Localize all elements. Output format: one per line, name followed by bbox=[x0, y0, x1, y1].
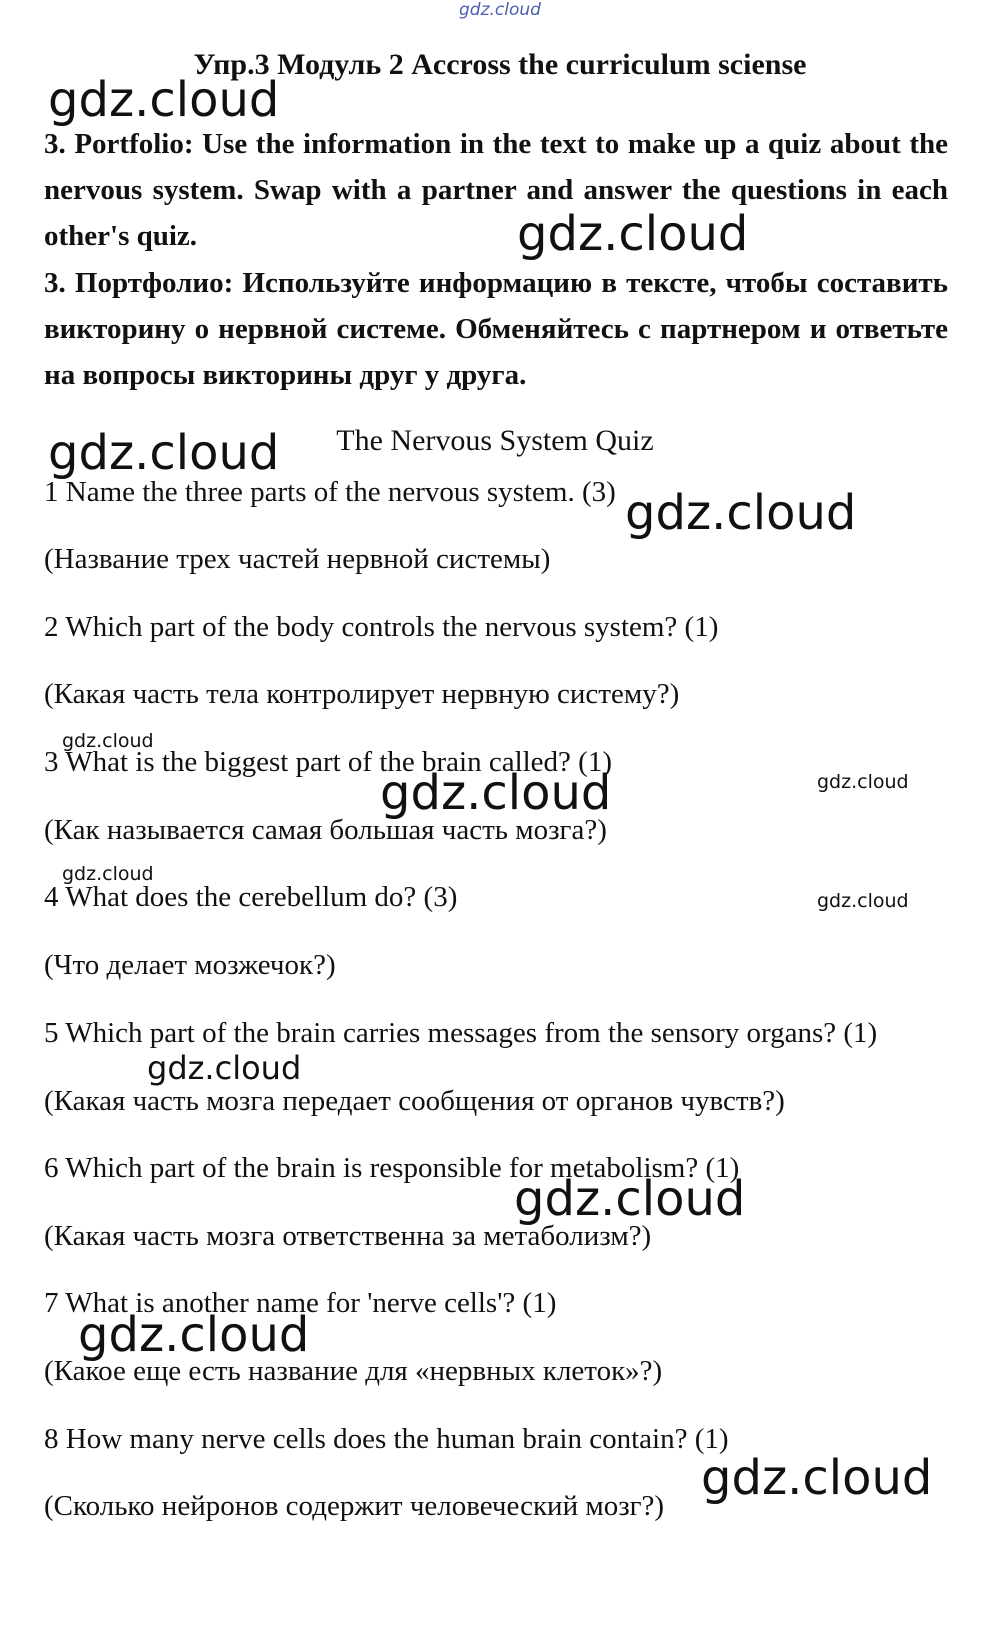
task-english: 3. Portfolio: Use the information in the text to make up a quiz about the nervous system. Swap with a partner and answer the questions in each other's quiz. bbox=[44, 128, 948, 252]
watermark: gdz.cloud bbox=[48, 425, 280, 481]
question-7-en: 7 What is another name for 'nerve cells'? (1) bbox=[44, 1287, 557, 1319]
question-8-en: 8 How many nerve cells does the human brain contain? (1) bbox=[44, 1423, 729, 1455]
watermark: gdz.cloud bbox=[625, 485, 857, 541]
watermark: gdz.cloud bbox=[817, 890, 909, 912]
question-7-ru: (Какое еще есть название для «нервных клеток»?) bbox=[44, 1355, 663, 1387]
question-2-ru: (Какая часть тела контролирует нервную систему?) bbox=[44, 678, 680, 710]
question-3-ru: (Как называется самая большая часть мозга?) bbox=[44, 814, 607, 846]
question-5-en: 5 Which part of the brain carries messages from the sensory organs? (1) bbox=[44, 1017, 878, 1049]
task-russian: 3. Портфолио: Используйте информацию в тексте, чтобы составить викторину о нервной системе. Обменяйтесь с партнером и ответьте на вопросы викторины друг у друга. bbox=[44, 267, 948, 391]
question-1-ru: (Название трех частей нервной системы) bbox=[44, 543, 551, 575]
question-1-en: 1 Name the three parts of the nervous system. (3) bbox=[44, 476, 616, 508]
watermark: gdz.cloud bbox=[78, 1307, 310, 1363]
watermark: gdz.cloud bbox=[147, 1049, 302, 1087]
top-watermark: gdz.cloud bbox=[459, 0, 541, 20]
watermark: gdz.cloud bbox=[514, 1171, 746, 1227]
question-3-en: 3 What is the biggest part of the brain called? (1) bbox=[44, 746, 612, 778]
question-5-ru: (Какая часть мозга передает сообщения от органов чувств?) bbox=[44, 1085, 785, 1117]
quiz-title: The Nervous System Quiz bbox=[336, 424, 654, 457]
question-6-ru: (Какая часть мозга ответственна за метаболизм?) bbox=[44, 1220, 652, 1252]
watermark: gdz.cloud bbox=[62, 730, 154, 752]
question-4-en: 4 What does the cerebellum do? (3) bbox=[44, 881, 458, 913]
watermark: gdz.cloud bbox=[48, 72, 280, 128]
watermark: gdz.cloud bbox=[701, 1450, 933, 1506]
question-8-ru: (Сколько нейронов содержит человеческий мозг?) bbox=[44, 1490, 665, 1522]
question-6-en: 6 Which part of the brain is responsible for metabolism? (1) bbox=[44, 1152, 740, 1184]
watermark: gdz.cloud bbox=[517, 206, 749, 262]
watermark: gdz.cloud bbox=[817, 771, 909, 793]
question-4-ru: (Что делает мозжечок?) bbox=[44, 949, 336, 981]
watermark: gdz.cloud bbox=[62, 863, 154, 885]
exercise-heading: Упр.3 Модуль 2 Accross the curriculum sciense bbox=[193, 48, 807, 81]
question-2-en: 2 Which part of the body controls the nervous system? (1) bbox=[44, 611, 719, 643]
watermark: gdz.cloud bbox=[380, 765, 612, 821]
